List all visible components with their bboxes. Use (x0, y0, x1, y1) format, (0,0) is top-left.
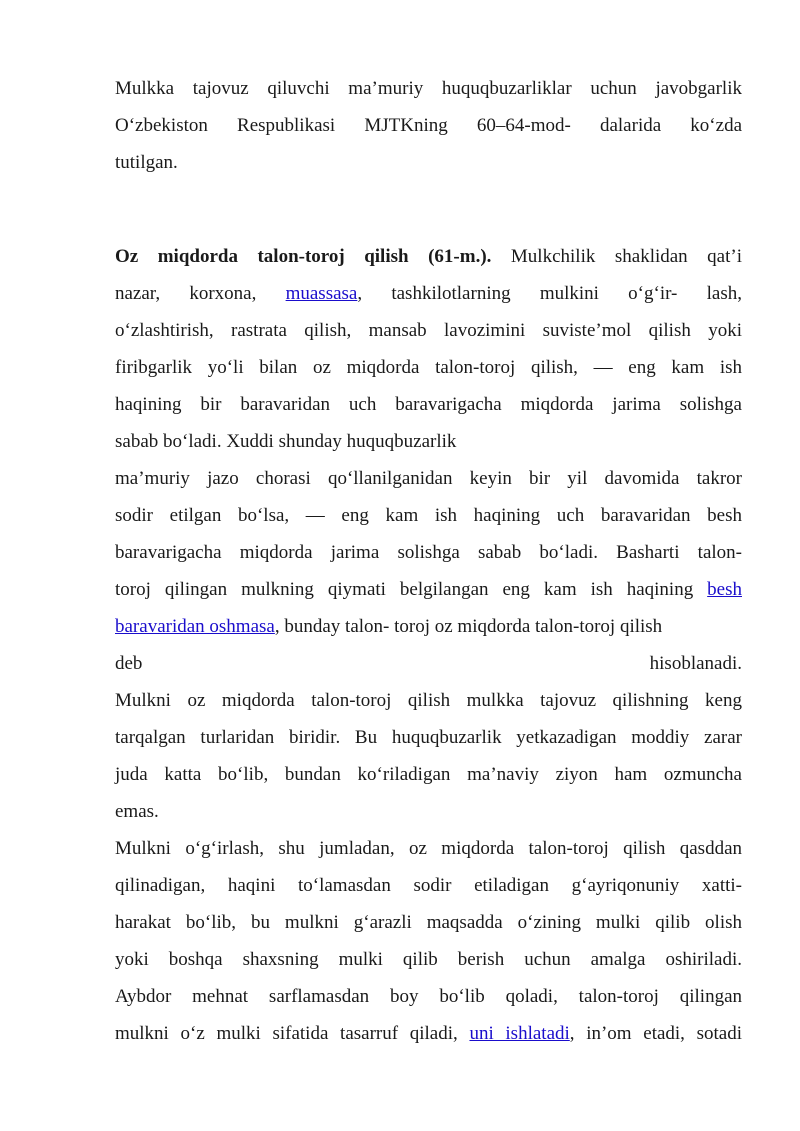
text-run: , in’om etadi, sotadi (569, 1023, 742, 1044)
text-line (115, 1015, 742, 1052)
text-line: tutilgan. (115, 152, 178, 173)
paragraph-article-61 (115, 238, 742, 682)
link-uni-ishlatadi[interactable]: uni ishlatadi (469, 1023, 570, 1044)
text-run: nazar, korxona, (115, 283, 286, 304)
paragraph-theft (115, 830, 742, 1052)
text-line: deb hisoblanadi. (115, 653, 742, 674)
text-line: O‘zbekiston Respublikasi MJTKning 60–64-mod- dalarida ko‘zda (115, 115, 742, 136)
section-heading: Oz miqdorda talon-toroj qilish (61-m.). (115, 246, 492, 267)
link-baravaridan-oshmasa[interactable]: baravaridan oshmasa (115, 616, 275, 637)
text-line: yoki boshqa shaxsning mulki qilib berish uchun amalga oshiriladi. (115, 949, 742, 970)
text-line (115, 608, 742, 645)
text-line: firibgarlik yo‘li bilan oz miqdorda talon-toroj qilish, — eng kam ish (115, 357, 742, 378)
text-line: emas. (115, 801, 159, 822)
text-line: Aybdor mehnat sarflamasdan boy bo‘lib qoladi, talon-toroj qilingan (115, 986, 742, 1007)
text-run: Mulkchilik shaklidan qat’i (491, 246, 743, 267)
text-line: o‘zlashtirish, rastrata qilish, mansab lavozimini suviste’mol qilish yoki (115, 320, 742, 341)
text-run: , bunday talon- toroj oz miqdorda talon-toroj qilish (274, 616, 663, 637)
text-line (115, 423, 742, 460)
link-besh[interactable]: besh (707, 579, 742, 600)
text-run: mulkni o‘z mulki sifatida tasarruf qiladi, (115, 1023, 470, 1044)
text-line: baravarigacha miqdorda jarima solishga sabab bo‘ladi. Basharti talon- (115, 542, 742, 563)
document-page (115, 70, 742, 1052)
text-line: juda katta bo‘lib, bundan ko‘riladigan ma’naviy ziyon ham ozmuncha (115, 764, 742, 785)
text-line: qilinadigan, haqini to‘lamasdan sodir etiladigan g‘ayriqonuniy xatti- (115, 875, 742, 896)
text-line: Mulkni o‘g‘irlash, shu jumladan, oz miqdorda talon-toroj qilish qasddan (115, 838, 742, 859)
text-line (115, 275, 742, 312)
text-line (115, 571, 742, 608)
text-line: harakat bo‘lib, bu mulkni g‘arazli maqsadda o‘zining mulki qilib olish (115, 912, 742, 933)
text-line: Mulkni oz miqdorda talon-toroj qilish mulkka tajovuz qilishning keng (115, 690, 742, 711)
paragraph-widespread (115, 682, 742, 830)
paragraph-intro (115, 70, 742, 181)
text-run: , tashkilotlarning mulkini o‘g‘ir- lash, (357, 283, 742, 304)
text-run: toroj qilingan mulkning qiymati belgilangan eng kam ish haqining (115, 579, 708, 600)
text-line: ma’muriy jazo chorasi qo‘llanilganidan keyin bir yil davomida takror (115, 468, 742, 489)
text-line: tarqalgan turlaridan biridir. Bu huquqbuzarlik yetkazadigan moddiy zarar (115, 727, 742, 748)
link-muassasa[interactable]: muassasa (285, 283, 358, 304)
text-line (115, 238, 742, 275)
text-line: Mulkka tajovuz qiluvchi ma’muriy huquqbuzarliklar uchun javobgarlik (115, 78, 742, 99)
paragraph-gap (115, 181, 742, 238)
text-run: sabab bo‘ladi. Xuddi shunday huquqbuzarlik (115, 431, 457, 452)
text-line: sodir etilgan bo‘lsa, — eng kam ish haqining uch baravaridan besh (115, 505, 742, 526)
text-line: haqining bir baravaridan uch baravarigacha miqdorda jarima solishga (115, 394, 742, 415)
